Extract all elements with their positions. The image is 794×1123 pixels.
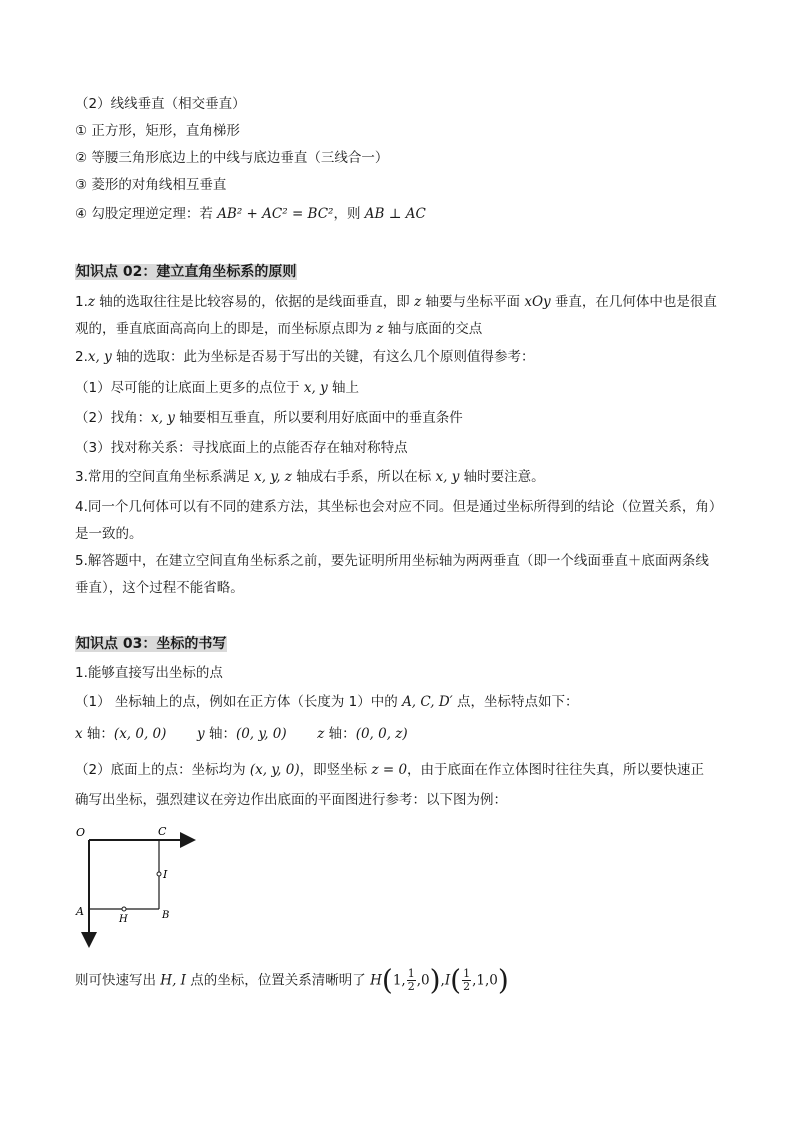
label-h: H [119, 914, 128, 925]
kp02-p2-1: （1）尽可能的让底面上更多的点位于 x, y 轴上 [75, 380, 360, 396]
kp03-axis-coords: x 轴：(x, 0, 0) y 轴：(0, y, 0) z 轴：(0, 0, z) [75, 726, 408, 742]
perp-item-2: ② 等腰三角形底边上的中线与底边垂直（三线合一） [75, 150, 389, 166]
perp-item-3: ③ 菱形的对角线相互垂直 [75, 177, 227, 193]
kp03-heading: 知识点 03：坐标的书写 [76, 636, 227, 652]
kp02-p2-3: （3）找对称关系：寻找底面上的点能否存在轴对称特点 [75, 440, 408, 456]
kp03-conclusion: 则可快速写出 H, I 点的坐标，位置关系清晰明了 H(1, $\frac{1}{2}$ ,0),I( $\frac{1}{2}$ ,1,0) [75, 963, 509, 997]
label-c: C [158, 825, 167, 838]
kp02-p3: 3.常用的空间直角坐标系满足 x, y, z 轴成右手系，所以在标 x, y 轴时要注意。 [75, 469, 545, 485]
kp02-p4-line1: 4.同一个几何体可以有不同的建系方法，其坐标也会对应不同。但是通过坐标所得到的结论（位置关系，角） [75, 499, 723, 515]
i-fraction: $\frac{1}{2}$ [463, 967, 471, 993]
kp03-q1-2-line2: 确写出坐标，强烈建议在旁边作出底面的平面图进行参考：以下图为例： [75, 792, 507, 808]
kp02-p2: 2.x, y 轴的选取：此为坐标是否易于写出的关键，有这么几个原则值得参考： [75, 349, 535, 365]
z-axis-coord: (0, 0, z) [355, 726, 408, 742]
kp02-p5-line1: 5.解答题中，在建立空间直角坐标系之前，要先证明所用坐标轴为两两垂直（即一个线面垂直＋底面两条线 [75, 553, 709, 569]
perp-result: AB ⊥ AC [364, 206, 426, 222]
kp02-p4-line2: 是一致的。 [75, 526, 143, 542]
point-h [122, 907, 126, 911]
floor-plan-diagram [68, 820, 208, 955]
x-axis-coord: (x, 0, 0) [113, 726, 167, 742]
kp02-p1-line2: 观的，垂直底面高高向上的即是，而坐标原点即为 z 轴与底面的交点 [75, 321, 483, 337]
perp-item-1: ① 正方形，矩形，直角梯形 [75, 123, 240, 139]
label-b: B [162, 910, 170, 921]
i-label: I [444, 972, 451, 989]
y-axis-coord: (0, y, 0) [235, 726, 287, 742]
kp02-heading: 知识点 02：建立直角坐标系的原则 [76, 264, 297, 280]
perp-item-4: ④ 勾股定理逆定理：若 AB² + AC² = BC²，则 AB ⊥ AC [75, 206, 426, 222]
label-i: I [163, 868, 168, 881]
label-o: O [76, 826, 86, 839]
pythagoras-formula: AB² + AC² = BC² [217, 206, 334, 222]
kp03-q1-2-line1: （2）底面上的点：坐标均为 (x, y, 0)，即竖坐标 z = 0，由于底面在作立体图时往往失真，所以要快速正 [75, 762, 705, 778]
h-fraction: $\frac{1}{2}$ [407, 967, 415, 993]
kp03-q1-1: （1） 坐标轴上的点，例如在正方体（长度为 1）中的 A, C, D′ 点，坐标特点如下： [75, 694, 579, 710]
kp02-p5-line2: 垂直），这个过程不能省略。 [75, 580, 244, 596]
kp02-p2-2: （2）找角：x, y 轴要相互垂直，所以要利用好底面中的垂直条件 [75, 410, 463, 426]
h-label: H [370, 972, 382, 989]
kp02-p1-line1: 1.z 轴的选取往往是比较容易的，依据的是线面垂直，即 z 轴要与坐标平面 xOy 垂直，在几何体中也是很直 [75, 294, 717, 310]
kp03-q1: 1.能够直接写出坐标的点 [75, 665, 223, 681]
label-a: A [76, 905, 84, 918]
perp-title: （2）线线垂直（相交垂直） [75, 96, 246, 112]
point-i [157, 872, 161, 876]
